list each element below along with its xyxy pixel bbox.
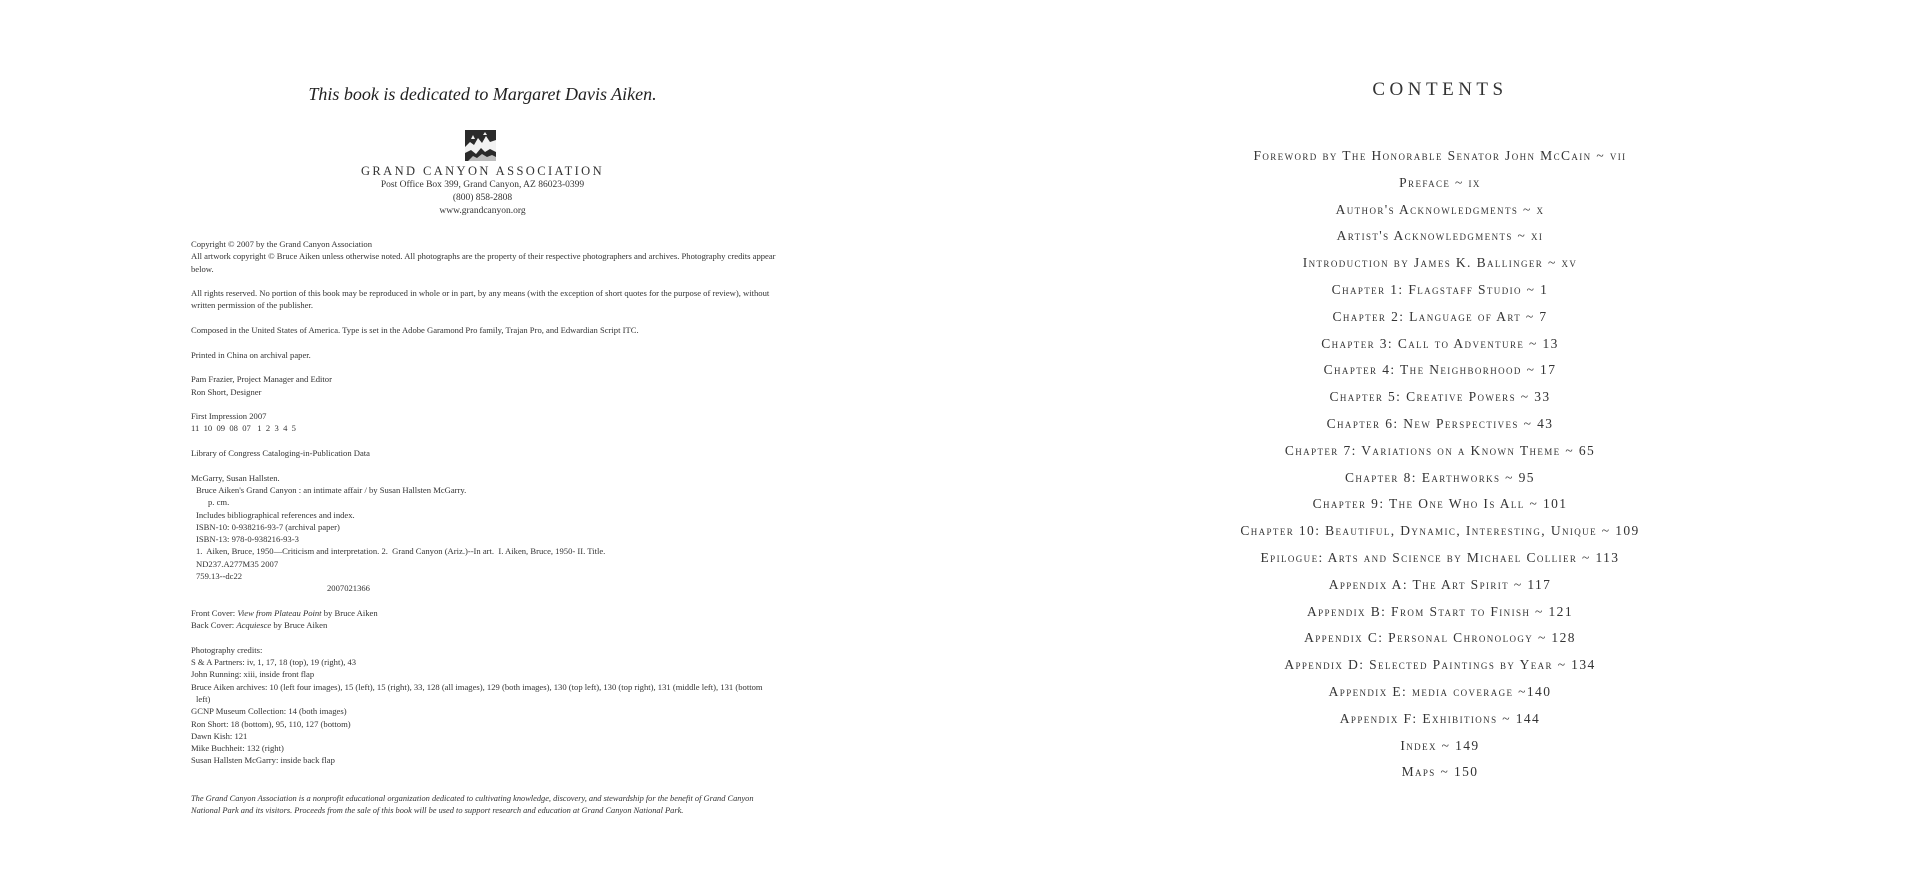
toc-entry[interactable]: Chapter 5: Creative Powers ~ 33 — [1329, 389, 1551, 405]
back-cover-credit — [191, 619, 776, 631]
cip-isbn13: ISBN-13: 978-0-938216-93-3 — [196, 534, 299, 545]
photo-credit-item: Bruce Aiken archives: 10 (left four images), 15 (left), 15 (right), 33, 128 (all images), 129 (both images), 130 (top left), 130 (top right), 131 (middle left), 131 (bottom left) — [191, 681, 763, 704]
impression-paragraph — [191, 410, 776, 435]
cip-pages: p. cm. — [208, 497, 230, 508]
loc-header: Library of Congress Cataloging-in-Publication Data — [191, 448, 370, 459]
back-cover-artist: by Bruce Aiken — [271, 620, 328, 631]
table-of-contents — [960, 143, 1920, 786]
editor-credit: Pam Frazier, Project Manager and Editor — [191, 374, 332, 385]
copyright-paragraph — [191, 238, 776, 275]
toc-entry[interactable]: Maps ~ 150 — [1401, 764, 1479, 780]
cip-author: McGarry, Susan Hallsten. — [191, 472, 280, 483]
toc-entry[interactable]: Author's Acknowledgments ~ x — [1335, 201, 1545, 217]
photo-credits-header: Photography credits: — [191, 644, 263, 655]
toc-entry[interactable]: Appendix F: Exhibitions ~ 144 — [1339, 710, 1541, 726]
toc-entry[interactable]: Chapter 7: Variations on a Known Theme ~ 65 — [1284, 442, 1596, 458]
printing-numbers: 11 10 09 08 07 1 2 3 4 5 — [191, 423, 296, 434]
dedication: This book is dedicated to Margaret Davis Aiken. — [308, 84, 657, 104]
publisher-website[interactable]: www.grandcanyon.org — [439, 206, 526, 216]
toc-entry[interactable]: Appendix A: The Art Spirit ~ 117 — [1328, 576, 1552, 592]
contents-page — [960, 0, 1920, 881]
toc-entry[interactable]: Chapter 1: Flagstaff Studio ~ 1 — [1331, 281, 1549, 297]
printed-paragraph: Printed in China on archival paper. — [191, 349, 311, 360]
publisher-address: Post Office Box 399, Grand Canyon, AZ 86023-0399 — [380, 180, 585, 190]
toc-entry[interactable]: Foreword by The Honorable Senator John McCain ~ vii — [1253, 148, 1627, 163]
contents-title: CONTENTS — [1372, 79, 1508, 100]
toc-entry[interactable]: Appendix B: From Start to Finish ~ 121 — [1307, 603, 1573, 619]
cip-includes: Includes bibliographical references and index. — [196, 509, 355, 520]
toc-entry[interactable]: Artist's Acknowledgments ~ xi — [1336, 228, 1544, 244]
photo-credits — [191, 644, 776, 767]
copyright-line: Copyright © 2007 by the Grand Canyon Association — [191, 239, 373, 249]
photo-credit-item: Susan Hallsten McGarry: inside back flap — [191, 755, 335, 766]
toc-entry[interactable]: Chapter 10: Beautiful, Dynamic, Interesting, Unique ~ 109 — [1240, 523, 1640, 539]
front-cover-credit — [191, 607, 776, 619]
toc-entry[interactable]: Chapter 3: Call to Adventure ~ 13 — [1321, 335, 1559, 351]
publisher-block — [190, 164, 775, 218]
back-cover-title: Acquiesce — [236, 620, 272, 631]
toc-entry[interactable]: Chapter 8: Earthworks ~ 95 — [1345, 469, 1535, 485]
toc-entry[interactable]: Chapter 9: The One Who Is All ~ 101 — [1312, 496, 1568, 512]
toc-entry[interactable]: Chapter 6: New Perspectives ~ 43 — [1326, 415, 1554, 431]
composed-paragraph: Composed in the United States of America. Type is set in the Adobe Garamond Pro family, Trajan Pro, and Edwardian Script ITC. — [191, 325, 639, 336]
publisher-phone: (800) 858-2808 — [452, 193, 513, 203]
impression-line: First Impression 2007 — [191, 411, 267, 422]
photo-credit-item: S & A Partners: iv, 1, 17, 18 (top), 19 (right), 43 — [191, 657, 357, 668]
photo-credit-item: Dawn Kish: 121 — [191, 730, 248, 741]
toc-entry[interactable]: Appendix D: Selected Paintings by Year ~ 134 — [1284, 657, 1596, 673]
rights-paragraph: All rights reserved. No portion of this book may be reproduced in whole or in part, by any means (with the exception of short quotes for the purpose of review), without written permission of the publisher. — [191, 288, 770, 311]
cip-dewey: 759.13--dc22 — [196, 571, 243, 582]
toc-entry[interactable]: Chapter 2: Language of Art ~ 7 — [1332, 308, 1548, 324]
photo-credit-item: Ron Short: 18 (bottom), 95, 110, 127 (bottom) — [191, 718, 351, 729]
toc-entry[interactable]: Index ~ 149 — [1400, 737, 1480, 753]
toc-entry[interactable]: Introduction by James K. Ballinger ~ xv — [1302, 255, 1578, 271]
grand-canyon-association-logo-icon — [465, 130, 496, 161]
cip-isbn10: ISBN-10: 0-938216-93-7 (archival paper) — [196, 521, 340, 532]
copyright-notice — [191, 238, 776, 779]
cip-call-number: ND237.A277M35 2007 — [196, 558, 279, 569]
toc-entry[interactable]: Appendix C: Personal Chronology ~ 128 — [1304, 630, 1576, 646]
back-cover-label: Back Cover: — [191, 620, 237, 631]
cip-subjects: 1. Aiken, Bruce, 1950—Criticism and interpretation. 2. Grand Canyon (Ariz.)--In art. I. Aiken, Bruce, 1950- II. Title. — [196, 546, 606, 557]
photo-credit-item: Mike Buchheit: 132 (right) — [191, 743, 284, 754]
toc-entry[interactable]: Appendix E: media coverage ~140 — [1328, 683, 1552, 699]
mission-statement: The Grand Canyon Association is a nonprofit educational organization dedicated to cultivating knowledge, discovery, and stewardship for the benefit of Grand Canyon National Park and its visitors. Proceeds from the sale of this book will be used to support research and education at Grand Canyon National Park. — [191, 794, 754, 815]
front-cover-label: Front Cover: — [191, 607, 238, 618]
photo-credit-item: John Running: xiii, inside front flap — [191, 669, 315, 680]
cip-lccn: 2007021366 — [327, 583, 370, 594]
designer-credit: Ron Short, Designer — [191, 386, 262, 397]
front-cover-title: View from Plateau Point — [237, 607, 322, 618]
toc-entry[interactable]: Chapter 4: The Neighborhood ~ 17 — [1323, 362, 1557, 378]
cip-title: Bruce Aiken's Grand Canyon : an intimate affair / by Susan Hallsten McGarry. — [196, 484, 467, 495]
covers-paragraph — [191, 607, 776, 632]
front-cover-artist: by Bruce Aiken — [321, 607, 378, 618]
photo-credit-item: GCNP Museum Collection: 14 (both images) — [191, 706, 347, 717]
toc-entry[interactable]: Epilogue: Arts and Science by Michael Collier ~ 113 — [1260, 549, 1620, 565]
cip-block — [191, 472, 776, 595]
toc-entry[interactable]: Preface ~ ix — [1399, 174, 1481, 190]
staff-paragraph — [191, 373, 776, 398]
publisher-name: GRAND CANYON ASSOCIATION — [360, 164, 605, 178]
artwork-copyright: All artwork copyright © Bruce Aiken unless otherwise noted. All photographs are the property of their respective photographers and archives. Photography credits appear below. — [191, 251, 776, 274]
